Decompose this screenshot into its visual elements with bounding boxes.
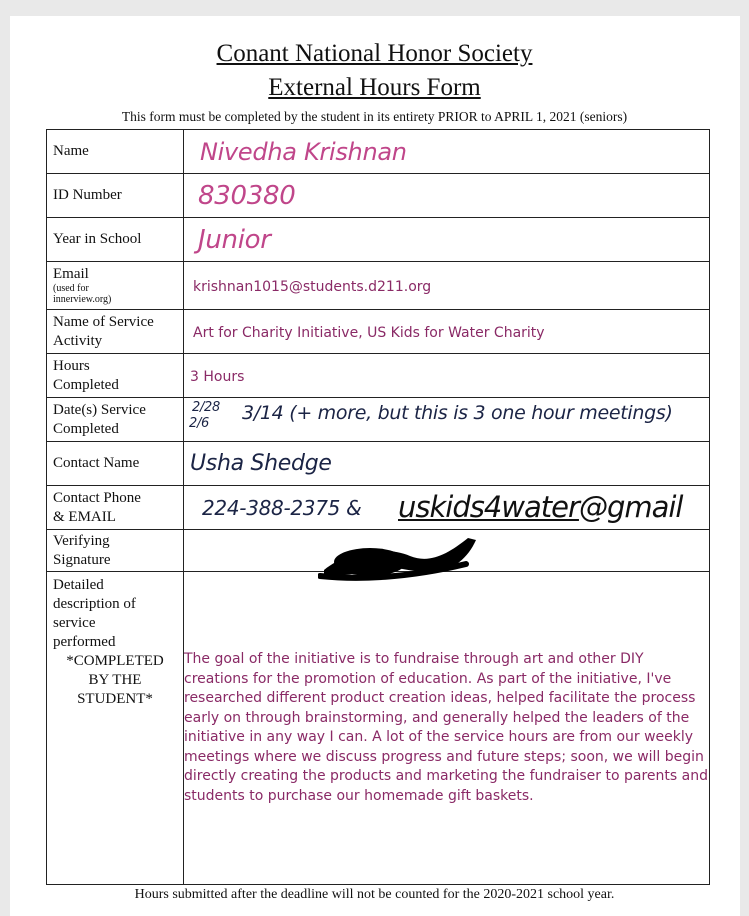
field-email[interactable] <box>184 262 710 310</box>
value-activity: Art for Charity Initiative, US Kids for Water Charity <box>193 325 545 341</box>
label-hours <box>47 354 184 398</box>
label-desc-3: service <box>53 615 96 631</box>
value-description: The goal of the initiative is to fundraise through art and other DIY creations for the promotion of education. As part of the initiative, I've researched different product creation ideas, helped facilitate the process early on through brainstorming, and generally helped the leaders of the initiative in any way I can. A lot of the service hours are from our weekly meetings where we discuss progress and future steps; soon, we will begin directly creating the products and marketing the fundraiser to parents and students to purchase our homemade gift baskets. <box>184 651 708 804</box>
value-date-b: 2/6 <box>189 416 210 431</box>
label-phone <box>47 486 184 530</box>
row-dates <box>47 398 710 442</box>
value-name: Nivedha Krishnan <box>200 137 407 166</box>
row-email <box>47 262 710 310</box>
label-dates-2: Completed <box>53 420 119 437</box>
label-dates <box>47 398 184 442</box>
value-contact: Usha Shedge <box>190 451 332 476</box>
label-desc-5: *COMPLETED <box>66 653 164 669</box>
field-id[interactable] <box>184 174 710 218</box>
value-date-a: 2/28 <box>192 400 220 415</box>
label-activity-2: Activity <box>53 332 103 349</box>
label-email-note-1: (used for <box>53 283 89 294</box>
field-hours[interactable] <box>184 354 710 398</box>
value-year: Junior <box>198 224 271 255</box>
label-contact: Contact Name <box>47 442 184 486</box>
form-title: Conant National Honor Society <box>216 40 533 67</box>
row-id <box>47 174 710 218</box>
row-activity <box>47 310 710 354</box>
contact-email-user: uskids4water <box>398 490 579 524</box>
label-activity <box>47 310 184 354</box>
field-dates[interactable] <box>184 398 710 442</box>
label-email <box>47 262 184 310</box>
row-description <box>47 572 710 885</box>
field-activity[interactable] <box>184 310 710 354</box>
field-description[interactable] <box>184 572 710 885</box>
value-id: 830380 <box>198 180 296 211</box>
redacted-signature-blot <box>318 528 483 588</box>
field-year[interactable] <box>184 218 710 262</box>
label-id: ID Number <box>47 174 184 218</box>
row-hours <box>47 354 710 398</box>
label-name: Name <box>47 130 184 174</box>
contact-email-handwritten <box>398 490 682 524</box>
label-email-note-2: innerview.org) <box>53 294 112 305</box>
form-subtitle-title: External Hours Form <box>268 74 481 101</box>
row-contact <box>47 442 710 486</box>
label-hours-2: Completed <box>53 376 119 393</box>
label-hours-1: Hours <box>53 357 90 374</box>
label-signature-2: Signature <box>53 551 111 568</box>
value-date-rest: 3/14 (+ more, but this is 3 one hour meetings) <box>242 402 673 424</box>
label-desc-4: performed <box>53 634 116 650</box>
label-year: Year in School <box>47 218 184 262</box>
row-year <box>47 218 710 262</box>
label-desc-7: STUDENT* <box>77 691 153 707</box>
label-desc-1: Detailed <box>53 577 104 593</box>
footer-note: Hours submitted after the deadline will not be counted for the 2020-2021 school year. <box>134 887 615 902</box>
label-signature <box>47 530 184 572</box>
label-phone-2: & EMAIL <box>53 508 116 525</box>
contact-email-domain: @gmail <box>578 490 683 524</box>
label-desc-2: description of <box>53 596 136 612</box>
label-activity-1: Name of Service <box>53 313 154 330</box>
field-contact[interactable] <box>184 442 710 486</box>
value-hours: 3 Hours <box>190 369 245 385</box>
field-name[interactable] <box>184 130 710 174</box>
label-desc-6: BY THE <box>88 672 142 688</box>
value-email: krishnan1015@students.d211.org <box>193 279 432 295</box>
row-name <box>47 130 710 174</box>
deadline-note: This form must be completed by the student in its entirety PRIOR to APRIL 1, 2021 (seniors) <box>121 109 628 124</box>
label-dates-1: Date(s) Service <box>53 401 146 418</box>
label-phone-1: Contact Phone <box>53 489 141 506</box>
label-signature-1: Verifying <box>53 532 110 549</box>
label-description <box>47 572 184 885</box>
value-phone: 224-388-2375 & <box>202 496 362 520</box>
label-email-text: Email <box>53 266 89 282</box>
